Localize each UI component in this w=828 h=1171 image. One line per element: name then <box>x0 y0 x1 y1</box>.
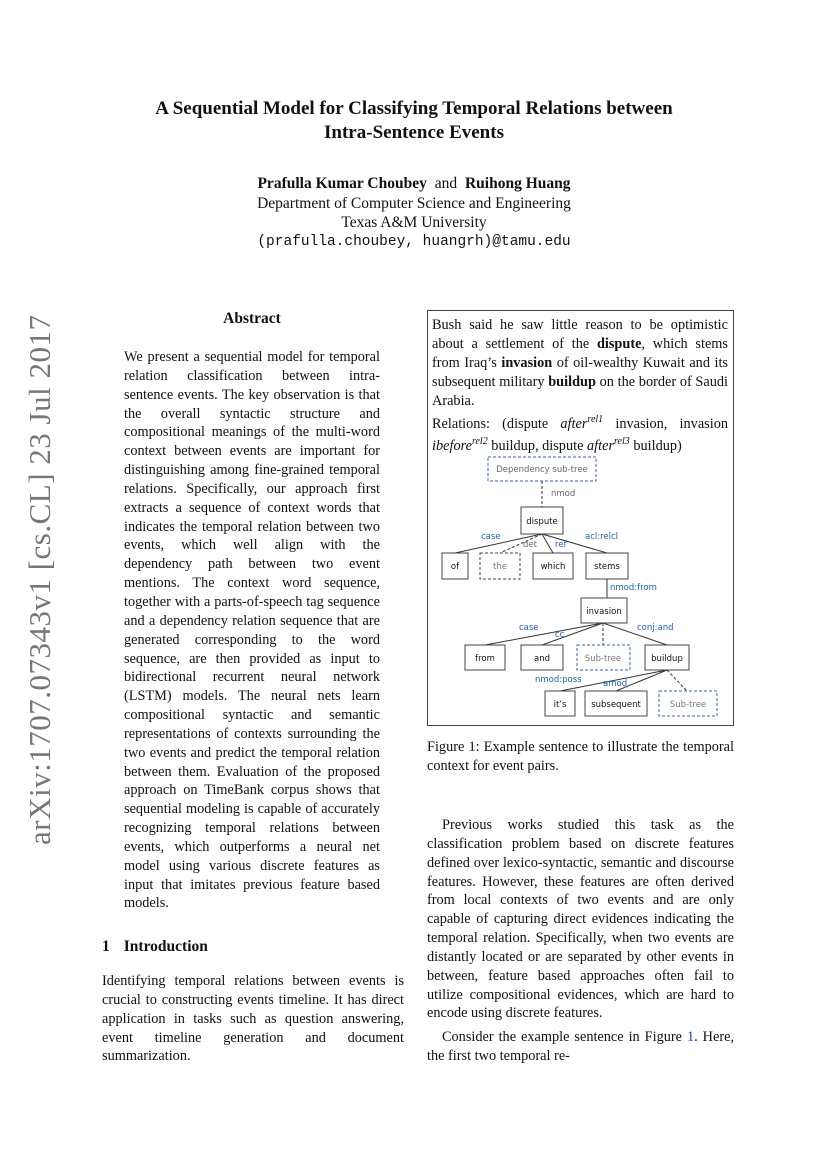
node-subtree-2: Sub-tree <box>669 700 707 710</box>
fig-text-b: , which stems from Iraq’s <box>432 335 728 371</box>
relations-mid-2: buildup, dispute <box>487 437 588 454</box>
event-invasion: invasion <box>501 354 553 371</box>
paper-title <box>0 97 828 145</box>
section-title: Introduction <box>123 938 208 955</box>
node-dep-subtree: Dependency sub-tree <box>496 465 588 475</box>
node-and: and <box>534 654 550 664</box>
label-cc: cc <box>555 630 565 640</box>
section-number: 1 <box>102 938 110 955</box>
label-det: det <box>523 540 537 550</box>
rel-ibefore: ibefore <box>432 437 472 454</box>
author-1: Prafulla Kumar Choubey <box>257 175 427 192</box>
title-line-1: A Sequential Model for Classifying Temporal Relations between <box>155 98 673 119</box>
edge-cc <box>542 623 603 645</box>
abstract-text: We present a sequential model for temporal relation classification between intra-sentence events. The key observation is that the overall syntactic structure and compositional meanings of the multi-word context between events are important for distinguishing among fine-grained temporal relations. Specifically, our approach first extracts a sequence of context words that indicates the temporal relation between two events, which well align with the dependency path between two event mentions. The context word sequence, together with a parts-of-speech tag sequence and a dependency relation sequence that are generated corresponding to the word sequence, are then provided as input to bidirectional recurrent neural network (LSTM) models. The neural nets learn compositional syntactic and semantic representations of contexts surrounding the two events and predict the temporal relation between them. Evaluation of the proposed approach on TimeBank corpus shows that sequential modeling is capable of accurately recognizing temporal relations between events, which outperforms a neural net model using various discrete features as input that imitates previous feature based models. <box>124 349 380 912</box>
author-email: (prafulla.choubey, huangrh)@tamu.edu <box>257 233 571 250</box>
node-subtree-1: Sub-tree <box>584 654 622 664</box>
abstract-heading: Abstract <box>223 310 281 327</box>
rel2-sup: rel2 <box>471 436 488 448</box>
edge-subtree2 <box>667 670 687 691</box>
affiliation-dept: Department of Computer Science and Engineering <box>257 194 571 212</box>
paragraph-previous-works: Previous works studied this task as the classification problem based on discrete features defined over lexico-syntactic, semantic and discourse features. However, these features are often derived from local contexts of two events and are only capable of capturing direct evidences indicating the temporal relation. Specifically, when two events are distantly located or are separated by other events in between, feature based approaches often fail to utilize compositional evidences, which are hard to encode using discrete features. <box>427 817 734 1022</box>
node-buildup: buildup <box>651 654 683 664</box>
title-line-2: Intra-Sentence Events <box>324 122 504 143</box>
label-nmod-poss: nmod:poss <box>535 675 582 685</box>
author-names <box>0 174 828 194</box>
label-acl-relcl: acl:relcl <box>585 532 619 542</box>
arxiv-stamp: arXiv:1707.07343v1 [cs.CL] 23 Jul 2017 <box>22 314 57 845</box>
label-ref: ref <box>555 540 567 550</box>
rel3-sup: rel3 <box>614 436 630 448</box>
author-2: Ruihong Huang <box>464 175 571 192</box>
relations-mid-1: invasion, invasion <box>603 415 729 432</box>
rel1-sup: rel1 <box>587 413 604 425</box>
node-subsequent: subsequent <box>591 700 641 710</box>
fig-text-d: on the border of Saudi Arabia. <box>432 373 728 409</box>
node-of: of <box>450 562 460 572</box>
para3-text-b: . Here, the first two temporal re- <box>427 1029 735 1064</box>
node-its: it’s <box>553 700 567 710</box>
label-amod: amod <box>603 679 628 689</box>
fig-text-a: Bush said he saw little reason to be optimistic about a settlement of the <box>432 317 728 352</box>
affiliation-univ: Texas A&M University <box>341 214 487 231</box>
label-conj-and: conj:and <box>637 623 674 633</box>
event-buildup: buildup <box>548 373 596 390</box>
edge-case2 <box>485 623 603 645</box>
node-dispute: dispute <box>526 517 558 527</box>
figure-caption: Figure 1: Example sentence to illustrate the temporal context for event pairs. <box>427 739 734 774</box>
node-which: which <box>540 562 566 572</box>
author-and: and <box>434 175 458 192</box>
node-invasion: invasion <box>586 607 622 617</box>
relations-prefix: Relations: (dispute <box>432 415 561 432</box>
event-dispute: dispute <box>596 335 642 352</box>
node-from: from <box>475 654 495 664</box>
intro-paragraph: Identifying temporal relations between events is crucial to constructing events timeline. It has direct application in tasks such as question answering, event timeline generation and document summarization. <box>102 973 404 1065</box>
figure-ref-link[interactable]: 1 <box>686 1029 695 1045</box>
rel-after-2: after <box>587 437 615 454</box>
label-case1: case <box>481 532 501 542</box>
para3-text-a: Consider the example sentence in Figure <box>442 1029 687 1045</box>
section-heading <box>102 938 222 956</box>
rel-after-1: after <box>560 415 588 432</box>
dependency-tree-diagram <box>427 450 734 724</box>
node-the: the <box>493 562 507 572</box>
relations-end: buildup) <box>629 437 682 454</box>
node-stems: stems <box>594 562 620 572</box>
author-block <box>0 174 828 252</box>
fig-text-c: of oil-wealthy Kuwait and its subsequent military <box>432 354 728 390</box>
figure-sentence <box>432 316 728 456</box>
label-nmod: nmod <box>551 489 576 499</box>
paragraph-consider <box>427 1028 734 1066</box>
label-nmod-from: nmod:from <box>610 583 657 593</box>
label-case2: case <box>519 623 539 633</box>
